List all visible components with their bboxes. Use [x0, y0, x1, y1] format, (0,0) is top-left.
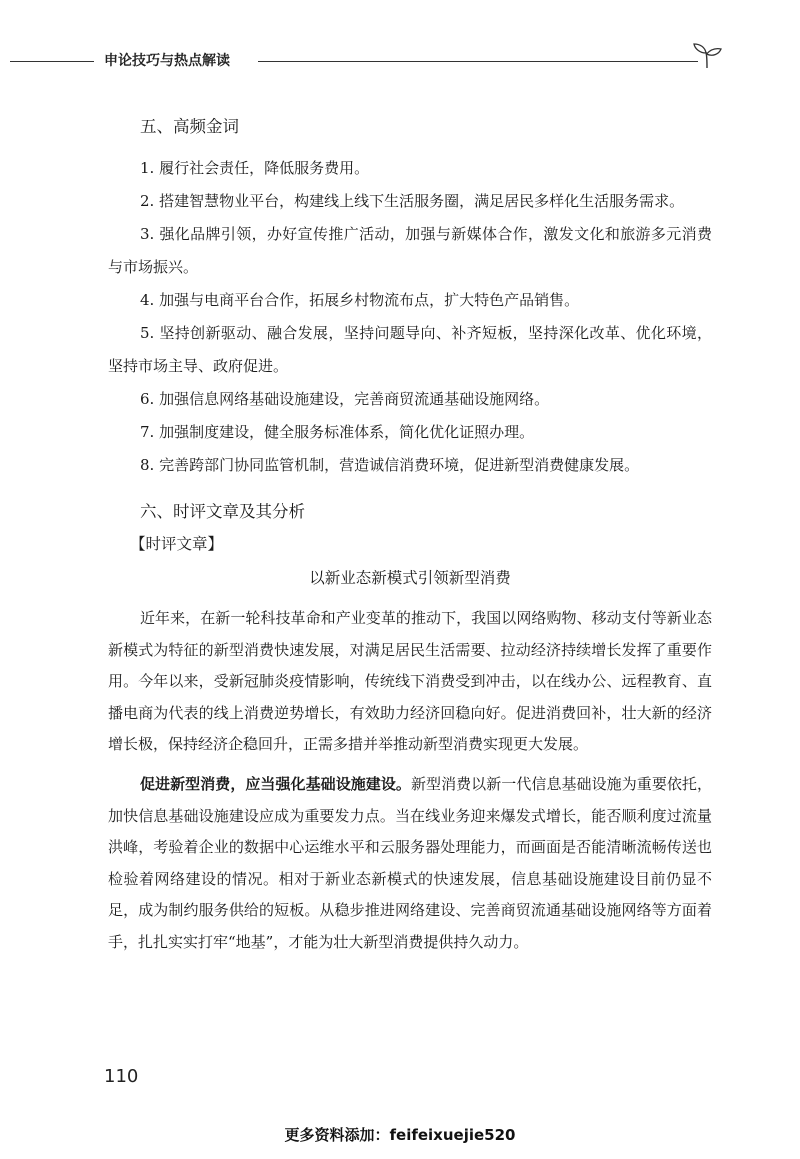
article-paragraph: 近年来，在新一轮科技革命和产业变革的推动下，我国以网络购物、移动支付等新业态新模式为特征的新型消费快速发展，对满足居民生活需要、拉动经济持续增长发挥了重要作用。今年以来，受新冠肺炎疫情影响，传统线下消费受到冲击，以在线办公、远程教育、直播电商为代表的线上消费逆势增长，有效助力经济回稳向好。促进消费回补，壮大新的经济增长极，保持经济企稳回升，正需多措并举推动新型消费实现更大发展。 [108, 609, 712, 754]
list-item: 3. 强化品牌引领，办好宣传推广活动，加强与新媒体合作，激发文化和旅游多元消费与市场振兴。 [108, 225, 712, 276]
header-rule-right [258, 61, 698, 62]
running-header [0, 48, 800, 78]
list-item: 5. 坚持创新驱动、融合发展，坚持问题导向、补齐短板，坚持深化改革、优化环境，坚持市场主导、政府促进。 [108, 324, 712, 375]
sprout-icon [690, 42, 724, 70]
page-number: 110 [104, 1066, 139, 1087]
section-heading-5: 五、高频金词 [140, 117, 239, 136]
gold-phrases-list [108, 152, 712, 482]
article-title: 以新业态新模式引领新型消费 [309, 569, 511, 587]
list-item: 7. 加强制度建设，健全服务标准体系，简化优化证照办理。 [140, 423, 535, 441]
list-item: 4. 加强与电商平台合作，拓展乡村物流布点，扩大特色产品销售。 [140, 291, 580, 309]
header-rule-left [10, 61, 94, 62]
article-body [108, 603, 712, 959]
paragraph-lead-sentence: 促进新型消费，应当强化基础设施建设。 [140, 774, 411, 793]
section-heading-6: 六、时评文章及其分析 [140, 502, 305, 521]
paragraph-body: 新型消费以新一代信息基础设施为重要依托，加快信息基础设施建设应成为重要发力点。当在线业务迎来爆发式增长，能否顺利度过流量洪峰，考验着企业的数据中心运维水平和云服务器处理能力，而画面是否能清晰流畅传送也检验着网络建设的情况。相对于新业态新模式的快速发展，信息基础设施建设目前仍显不足，成为制约服务供给的短板。从稳步推进网络建设、完善商贸流通基础设施网络等方面着手，扎扎实实打牢“地基”，才能为壮大新型消费提供持久动力。 [108, 774, 712, 951]
list-item: 1. 履行社会责任，降低服务费用。 [140, 159, 370, 177]
watermark-text: 更多资料添加：feifeixuejie520 [284, 1126, 516, 1144]
page-content [108, 110, 712, 959]
list-item: 2. 搭建智慧物业平台，构建线上线下生活服务圈，满足居民多样化生活服务需求。 [140, 192, 685, 210]
list-item: 6. 加强信息网络基础设施建设，完善商贸流通基础设施网络。 [140, 390, 550, 408]
article-paragraph [108, 769, 712, 959]
list-item: 8. 完善跨部门协同监管机制，营造诚信消费环境，促进新型消费健康发展。 [140, 456, 640, 474]
article-label: 【时评文章】 [130, 535, 224, 553]
running-title: 申论技巧与热点解读 [104, 53, 230, 69]
